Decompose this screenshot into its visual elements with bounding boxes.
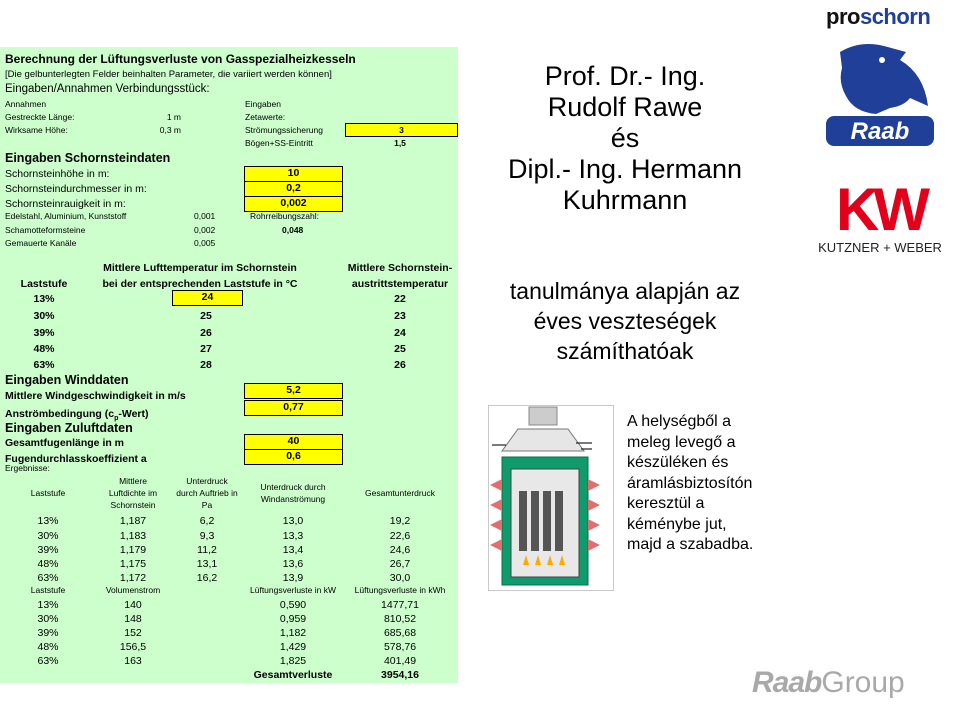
loss-row-stage: 63% bbox=[37, 655, 59, 667]
study-line: számíthatóak bbox=[556, 338, 694, 364]
authors-block bbox=[480, 61, 770, 216]
note-line: készüléken és bbox=[627, 454, 729, 471]
result-row-stage: 39% bbox=[37, 544, 59, 556]
connector-input-heading: Eingaben/Annahmen Verbindungsstück: bbox=[5, 83, 210, 95]
loss-row-kwh: 810,52 bbox=[383, 613, 417, 625]
loss-row-volume: 140 bbox=[124, 599, 142, 611]
result-row-density: 1,179 bbox=[119, 544, 147, 556]
temp-row-air-input[interactable]: 24 bbox=[172, 290, 243, 306]
joint-coefficient-label: Fugendurchlasskoeffizient a bbox=[5, 453, 147, 465]
draught-diverter-input[interactable]: 3 bbox=[345, 123, 458, 137]
raab-bird-logo bbox=[820, 40, 940, 150]
bird-icon bbox=[840, 44, 928, 114]
chimney-roughness-label: Schornsteinrauigkeit in m: bbox=[5, 198, 126, 210]
temp-row-stage: 48% bbox=[33, 343, 55, 355]
study-line: éves veszteségek bbox=[533, 308, 717, 334]
load-stage-header: Laststufe bbox=[20, 278, 68, 290]
material-steel-value: 0,001 bbox=[194, 211, 216, 221]
chimney-data-heading: Eingaben Schornsteindaten bbox=[5, 151, 171, 165]
loss-row-volume: 156,5 bbox=[119, 641, 147, 653]
loss-row-kw: 0,959 bbox=[279, 613, 307, 625]
temp-row-air: 28 bbox=[200, 359, 212, 371]
author-line: Rudolf Rawe bbox=[547, 92, 703, 122]
total-pressure-header: Gesamtunterdruck bbox=[365, 488, 435, 498]
loss-kwh-header: Lüftungsverluste in kWh bbox=[354, 585, 446, 595]
result-row-stage: 63% bbox=[37, 572, 59, 584]
loss-stage-header: Laststufe bbox=[30, 585, 66, 595]
result-row-wind: 13,4 bbox=[282, 544, 304, 556]
exit-temp-header-line2: austrittstemperatur bbox=[351, 278, 449, 290]
sheet-subtitle: [Die gelbunterlegten Felder beinhalten Parameter, die variiert werden können] bbox=[5, 69, 332, 80]
result-row-density: 1,175 bbox=[119, 558, 147, 570]
chimney-height-label: Schornsteinhöhe in m: bbox=[5, 168, 110, 180]
temp-row-air: 27 bbox=[200, 343, 212, 355]
note-line: keresztül a bbox=[627, 495, 705, 512]
kw-letters: KW bbox=[836, 180, 924, 243]
author-line: és bbox=[610, 123, 640, 153]
wind-speed-label: Mittlere Windgeschwindigkeit in m/s bbox=[5, 390, 186, 402]
approach-flow-input[interactable]: 0,77 bbox=[244, 400, 343, 416]
result-row-density: 1,187 bbox=[119, 515, 147, 527]
material-chamotte-value: 0,002 bbox=[194, 225, 216, 235]
result-row-buoyancy: 13,1 bbox=[196, 558, 218, 570]
zeta-values-label: Zetawerte: bbox=[245, 112, 286, 122]
chimney-diameter-input[interactable]: 0,2 bbox=[244, 181, 343, 197]
chimney-height-input[interactable]: 10 bbox=[244, 166, 343, 182]
material-chamotte-label: Schamotteformsteine bbox=[5, 225, 86, 235]
boiler-diagram bbox=[488, 405, 614, 591]
wind-speed-input[interactable]: 5,2 bbox=[244, 383, 343, 399]
supply-air-heading: Eingaben Zuluftdaten bbox=[5, 421, 133, 435]
raab-badge-text: Raab bbox=[850, 118, 910, 145]
result-row-stage: 48% bbox=[37, 558, 59, 570]
wind-data-heading: Eingaben Winddaten bbox=[5, 373, 129, 387]
loss-row-stage: 30% bbox=[37, 613, 59, 625]
temp-row-air: 26 bbox=[200, 327, 212, 339]
loss-row-kwh: 1477,71 bbox=[381, 599, 419, 611]
raab-group-logo: RaabGroup bbox=[752, 666, 905, 699]
study-line: tanulmánya alapján az bbox=[509, 278, 741, 304]
temp-row-air: 25 bbox=[200, 310, 212, 322]
bends-label: Bögen+SS-Eintritt bbox=[245, 138, 313, 148]
chimney-diameter-label: Schornsteindurchmesser in m: bbox=[5, 183, 147, 195]
proschorn-logo: proschorn bbox=[826, 4, 931, 29]
author-line: Prof. Dr.- Ing. bbox=[544, 61, 706, 91]
result-row-total: 19,2 bbox=[389, 515, 411, 527]
temp-row-exit: 25 bbox=[394, 343, 406, 355]
result-row-stage: 30% bbox=[37, 530, 59, 542]
material-steel-label: Edelstahl, Aluminium, Kunststoff bbox=[5, 211, 127, 221]
loss-kw-header: Lüftungsverluste in kW bbox=[250, 585, 336, 595]
loss-row-volume: 163 bbox=[124, 655, 142, 667]
bird-eye-icon bbox=[879, 57, 885, 63]
loss-row-kw: 1,429 bbox=[279, 641, 307, 653]
temp-row-exit: 23 bbox=[394, 310, 406, 322]
result-row-buoyancy: 11,2 bbox=[197, 544, 217, 556]
note-line: áramlásbiztosítón bbox=[627, 474, 753, 492]
loss-row-stage: 48% bbox=[37, 641, 59, 653]
results-stage-header: Laststufe bbox=[30, 488, 66, 498]
wind-pressure-header-line1: Unterdruck durch bbox=[260, 482, 326, 492]
sheet-title: Berechnung der Lüftungsverluste von Gasspezialheizkesseln bbox=[5, 52, 356, 66]
note-line: A helységből a bbox=[627, 413, 732, 430]
loss-row-volume: 148 bbox=[124, 613, 142, 625]
material-masonry-value: 0,005 bbox=[194, 238, 216, 248]
result-row-total: 30,0 bbox=[389, 572, 411, 584]
temp-row-stage: 39% bbox=[33, 327, 55, 339]
results-label: Ergebnisse: bbox=[5, 463, 50, 473]
wind-pressure-header-line2: Windanströmung bbox=[260, 494, 326, 504]
temp-row-stage: 63% bbox=[33, 359, 55, 371]
result-row-wind: 13,0 bbox=[282, 515, 304, 527]
result-row-buoyancy: 9,3 bbox=[199, 530, 215, 542]
note-line: meleg levegő a bbox=[627, 433, 736, 451]
temp-row-stage: 30% bbox=[33, 310, 55, 322]
total-loss-value: 3954,16 bbox=[381, 669, 419, 681]
loss-row-stage: 13% bbox=[37, 599, 59, 611]
author-line: Dipl.- Ing. Hermann bbox=[507, 154, 743, 184]
material-masonry-label: Gemauerte Kanäle bbox=[5, 238, 77, 248]
assumptions-label: Annahmen bbox=[5, 99, 47, 109]
loss-row-kwh: 578,76 bbox=[383, 641, 417, 653]
bends-value: 1,5 bbox=[394, 138, 406, 148]
total-loss-label: Gesamtverluste bbox=[253, 669, 333, 681]
joint-coefficient-input[interactable]: 0,6 bbox=[244, 449, 343, 465]
result-row-total: 22,6 bbox=[389, 530, 411, 542]
result-row-density: 1,172 bbox=[119, 572, 147, 584]
air-temp-header: Mittlere Lufttemperatur im Schornstein bbox=[103, 262, 297, 274]
kw-wordmark: KUTZNER + WEBER bbox=[818, 240, 942, 255]
joint-length-input[interactable]: 40 bbox=[244, 434, 343, 450]
temp-row-exit: 24 bbox=[394, 327, 406, 339]
effective-height-value: 0,3 m bbox=[159, 125, 181, 135]
result-row-stage: 13% bbox=[37, 515, 59, 527]
stretched-length-label: Gestreckte Länge: bbox=[5, 112, 75, 122]
approach-flow-label: Anströmbedingung $(c_p-Wert)$ bbox=[5, 408, 149, 423]
air-temp-header-line2: bei der entsprechenden Laststufe in °C bbox=[102, 278, 298, 290]
result-row-wind: 13,6 bbox=[282, 558, 304, 570]
loss-row-kwh: 401,49 bbox=[383, 655, 417, 667]
note-line: majd a szabadba. bbox=[627, 536, 754, 553]
effective-height-label: Wirksame Höhe: bbox=[5, 125, 68, 135]
result-row-buoyancy: 6,2 bbox=[199, 515, 215, 527]
loss-row-kw: 1,825 bbox=[279, 655, 307, 667]
temp-row-exit: 22 bbox=[394, 293, 406, 305]
density-header-line1: Mittlere bbox=[119, 476, 147, 486]
chimney-roughness-input[interactable]: 0,002 bbox=[244, 196, 343, 212]
author-line: Kuhrmann bbox=[562, 185, 688, 215]
result-row-density: 1,183 bbox=[119, 530, 147, 542]
flue-pipe bbox=[529, 407, 557, 425]
loss-row-kw: 1,182 bbox=[279, 627, 307, 639]
loss-row-volume: 152 bbox=[124, 627, 142, 639]
loss-row-kwh: 685,68 bbox=[383, 627, 417, 639]
loss-row-kw: 0,590 bbox=[279, 599, 307, 611]
airflow-note bbox=[627, 412, 753, 556]
joint-length-label: Gesamtfugenlänge in m bbox=[5, 437, 125, 449]
kutzner-weber-logo bbox=[810, 180, 950, 258]
buoyancy-header-line1: Unterdruck bbox=[186, 476, 228, 486]
loss-row-stage: 39% bbox=[37, 627, 59, 639]
friction-value: 0,048 bbox=[282, 225, 304, 235]
note-line: kéménybe jut, bbox=[627, 515, 727, 533]
friction-label: Rohrreibungszahl: bbox=[250, 211, 319, 221]
result-row-wind: 13,3 bbox=[282, 530, 304, 542]
result-row-buoyancy: 16,2 bbox=[196, 572, 218, 584]
exit-temp-header: Mittlere Schornstein- bbox=[347, 262, 453, 274]
study-text bbox=[470, 276, 780, 366]
buoyancy-header-line3: Pa bbox=[201, 500, 213, 510]
result-row-total: 24,6 bbox=[389, 544, 411, 556]
result-row-total: 26,7 bbox=[389, 558, 411, 570]
result-row-wind: 13,9 bbox=[282, 572, 304, 584]
buoyancy-header-line2: durch Auftrieb in bbox=[176, 488, 238, 498]
volume-flow-header: Volumenstrom bbox=[105, 585, 161, 595]
density-header-line3: Schornstein bbox=[110, 500, 156, 510]
density-header-line2: Luftdichte im bbox=[108, 488, 158, 498]
stretched-length-value: 1 m bbox=[166, 112, 181, 122]
draught-diverter-label: Strömungssicherung bbox=[245, 125, 323, 135]
inputs-label: Eingaben bbox=[245, 99, 281, 109]
temp-row-stage: 13% bbox=[33, 293, 55, 305]
temp-row-exit: 26 bbox=[394, 359, 406, 371]
